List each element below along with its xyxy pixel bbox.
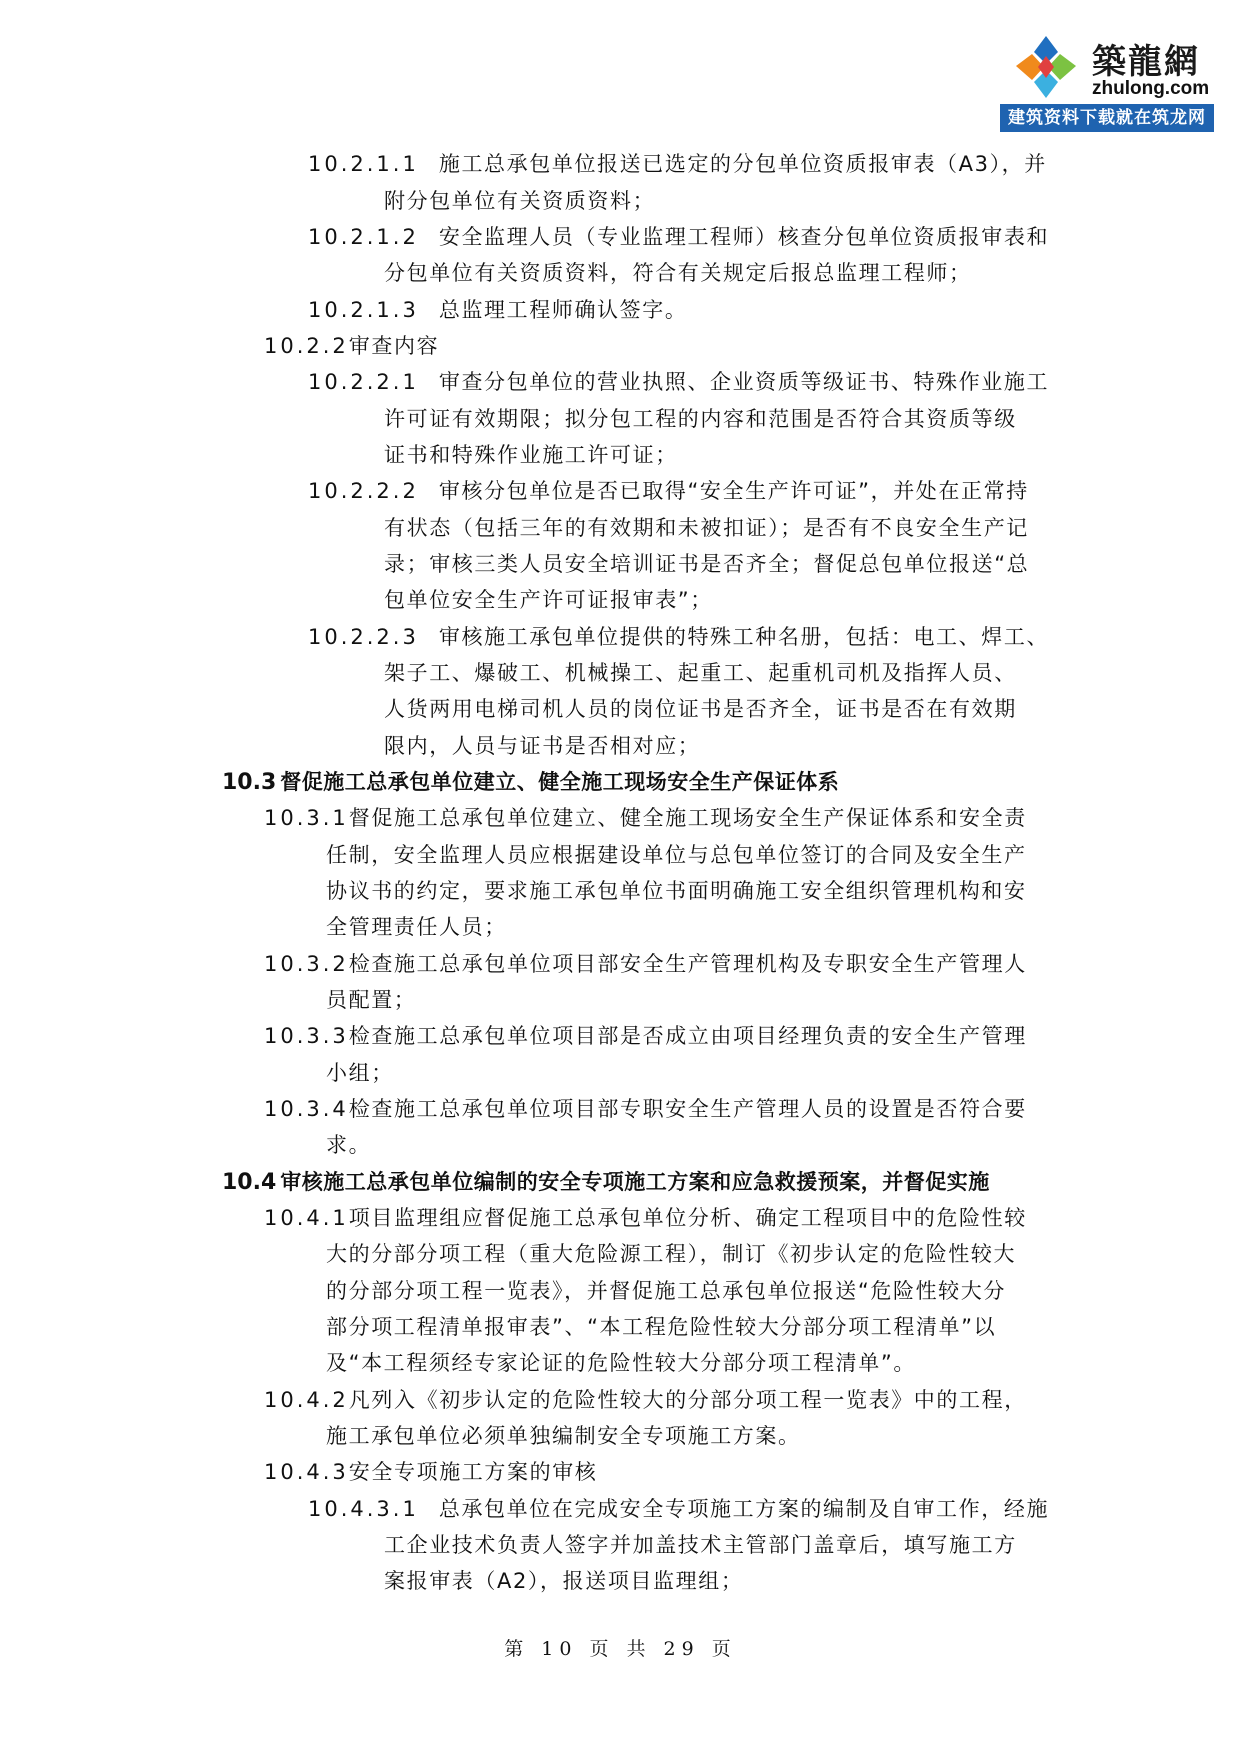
clause-10-2-1-1 bbox=[308, 146, 1047, 182]
section-title: 督促施工总承包单位建立、健全施工现场安全生产保证体系 bbox=[280, 770, 840, 794]
clause-continuation: 许可证有效期限；拟分包工程的内容和范围是否符合其资质等级 bbox=[384, 407, 1017, 431]
clause-text: 总监理工程师确认签字。 bbox=[438, 298, 688, 322]
clause-number: 10.3.2 bbox=[264, 952, 349, 976]
clause-number: 10.2.2.2 bbox=[308, 479, 419, 503]
clause-text: 安全专项施工方案的审核 bbox=[348, 1460, 598, 1484]
clause-text: 凡列入《初步认定的危险性较大的分部分项工程一览表》中的工程， bbox=[348, 1388, 1027, 1412]
clause-number: 10.2.2.3 bbox=[308, 625, 419, 649]
clause-continuation: 人货两用电梯司机人员的岗位证书是否齐全，证书是否在有效期 bbox=[384, 697, 1017, 721]
clause-number: 10.2.1.1 bbox=[308, 152, 419, 176]
clause-continuation: 及“本工程须经专家论证的危险性较大分部分项工程清单”。 bbox=[326, 1351, 916, 1375]
zhulong-logo bbox=[1000, 28, 1214, 132]
clause-continuation: 全管理责任人员； bbox=[326, 915, 507, 939]
clause-text: 检查施工总承包单位项目部安全生产管理机构及专职安全生产管理人 bbox=[348, 952, 1027, 976]
clause-text: 审核分包单位是否已取得“安全生产许可证”，并处在正常持 bbox=[438, 479, 1029, 503]
clause-continuation: 小组； bbox=[326, 1061, 394, 1085]
clause-number: 10.3.4 bbox=[264, 1097, 349, 1121]
clause-text: 检查施工总承包单位项目部专职安全生产管理人员的设置是否符合要 bbox=[348, 1097, 1027, 1121]
logo-top bbox=[1000, 28, 1214, 104]
clause-10-2-1-3 bbox=[308, 292, 687, 328]
clause-continuation: 附分包单位有关资质资料； bbox=[384, 189, 656, 213]
logo-name: 築龍網 bbox=[1092, 42, 1200, 82]
clause-10-2-1-2 bbox=[308, 219, 1049, 255]
logo-slogan: 建筑资料下载就在筑龙网 bbox=[1000, 104, 1214, 132]
clause-10-3-3 bbox=[264, 1018, 1027, 1054]
clause-10-4-2 bbox=[264, 1382, 1027, 1418]
clause-continuation: 员配置； bbox=[326, 988, 417, 1012]
clause-continuation: 求。 bbox=[326, 1133, 372, 1157]
section-title: 审核施工总承包单位编制的安全专项施工方案和应急救援预案，并督促实施 bbox=[280, 1170, 990, 1194]
clause-10-4-1 bbox=[264, 1200, 1027, 1236]
clause-number: 10.2.2 bbox=[264, 334, 349, 358]
clause-continuation: 协议书的约定，要求施工承包单位书面明确施工安全组织管理机构和安 bbox=[326, 879, 1027, 903]
section-heading-10-3 bbox=[222, 764, 839, 801]
clause-continuation: 案报审表（A2），报送项目监理组； bbox=[384, 1569, 744, 1593]
page-footer: 第 10 页 共 29 页 bbox=[504, 1638, 737, 1660]
clause-text: 审查内容 bbox=[348, 334, 440, 358]
clause-10-2-2 bbox=[264, 328, 439, 364]
clause-continuation: 限内，人员与证书是否相对应； bbox=[384, 734, 701, 758]
clause-10-4-3 bbox=[264, 1454, 597, 1490]
clause-number: 10.3.3 bbox=[264, 1024, 349, 1048]
clause-number: 10.4.3 bbox=[264, 1460, 349, 1484]
clause-continuation: 录；审核三类人员安全培训证书是否齐全；督促总包单位报送“总 bbox=[384, 552, 1030, 576]
clause-number: 10.4.3.1 bbox=[308, 1497, 419, 1521]
clause-10-2-2-2 bbox=[308, 473, 1029, 509]
clause-10-3-2 bbox=[264, 946, 1027, 982]
clause-10-2-2-1 bbox=[308, 364, 1049, 400]
clause-10-4-3-1 bbox=[308, 1491, 1049, 1527]
logo-pinwheel-icon bbox=[1006, 34, 1086, 100]
clause-text: 项目监理组应督促施工总承包单位分析、确定工程项目中的危险性较 bbox=[348, 1206, 1027, 1230]
clause-continuation: 大的分部分项工程（重大危险源工程），制订《初步认定的危险性较大 bbox=[326, 1242, 1017, 1266]
clause-continuation: 部分项工程清单报审表”、“本工程危险性较大分部分项工程清单”以 bbox=[326, 1315, 997, 1339]
clause-continuation: 证书和特殊作业施工许可证； bbox=[384, 443, 678, 467]
clause-number: 10.4.1 bbox=[264, 1206, 349, 1230]
clause-text: 施工总承包单位报送已选定的分包单位资质报审表（A3），并 bbox=[438, 152, 1047, 176]
section-number: 10.4 bbox=[222, 1170, 277, 1195]
clause-10-2-2-3 bbox=[308, 619, 1049, 655]
clause-continuation: 有状态（包括三年的有效期和未被扣证）；是否有不良安全生产记 bbox=[384, 516, 1029, 540]
clause-number: 10.3.1 bbox=[264, 806, 349, 830]
clause-continuation: 包单位安全生产许可证报审表”； bbox=[384, 588, 713, 612]
section-number: 10.3 bbox=[222, 770, 277, 795]
clause-text: 审查分包单位的营业执照、企业资质等级证书、特殊作业施工 bbox=[438, 370, 1050, 394]
clause-text: 总承包单位在完成安全专项施工方案的编制及自审工作，经施 bbox=[438, 1497, 1050, 1521]
logo-domain: zhulong.com bbox=[1092, 78, 1210, 99]
clause-text: 安全监理人员（专业监理工程师）核查分包单位资质报审表和 bbox=[438, 225, 1050, 249]
clause-10-3-4 bbox=[264, 1091, 1027, 1127]
section-heading-10-4 bbox=[222, 1164, 990, 1201]
clause-number: 10.2.2.1 bbox=[308, 370, 419, 394]
clause-continuation: 施工承包单位必须单独编制安全专项施工方案。 bbox=[326, 1424, 801, 1448]
clause-number: 10.2.1.2 bbox=[308, 225, 419, 249]
clause-text: 督促施工总承包单位建立、健全施工现场安全生产保证体系和安全责 bbox=[348, 806, 1027, 830]
clause-continuation: 的分部分项工程一览表》，并督促施工总承包单位报送“危险性较大分 bbox=[326, 1279, 1006, 1303]
clause-number: 10.2.1.3 bbox=[308, 298, 419, 322]
clause-10-3-1 bbox=[264, 800, 1027, 836]
clause-text: 检查施工总承包单位项目部是否成立由项目经理负责的安全生产管理 bbox=[348, 1024, 1027, 1048]
clause-text: 审核施工承包单位提供的特殊工种名册，包括：电工、焊工、 bbox=[438, 625, 1050, 649]
clause-continuation: 工企业技术负责人签字并加盖技术主管部门盖章后，填写施工方 bbox=[384, 1533, 1017, 1557]
clause-continuation: 架子工、爆破工、机械操工、起重工、起重机司机及指挥人员、 bbox=[384, 661, 1017, 685]
clause-number: 10.4.2 bbox=[264, 1388, 349, 1412]
clause-continuation: 任制，安全监理人员应根据建设单位与总包单位签订的合同及安全生产 bbox=[326, 843, 1027, 867]
clause-continuation: 分包单位有关资质资料，符合有关规定后报总监理工程师； bbox=[384, 261, 972, 285]
